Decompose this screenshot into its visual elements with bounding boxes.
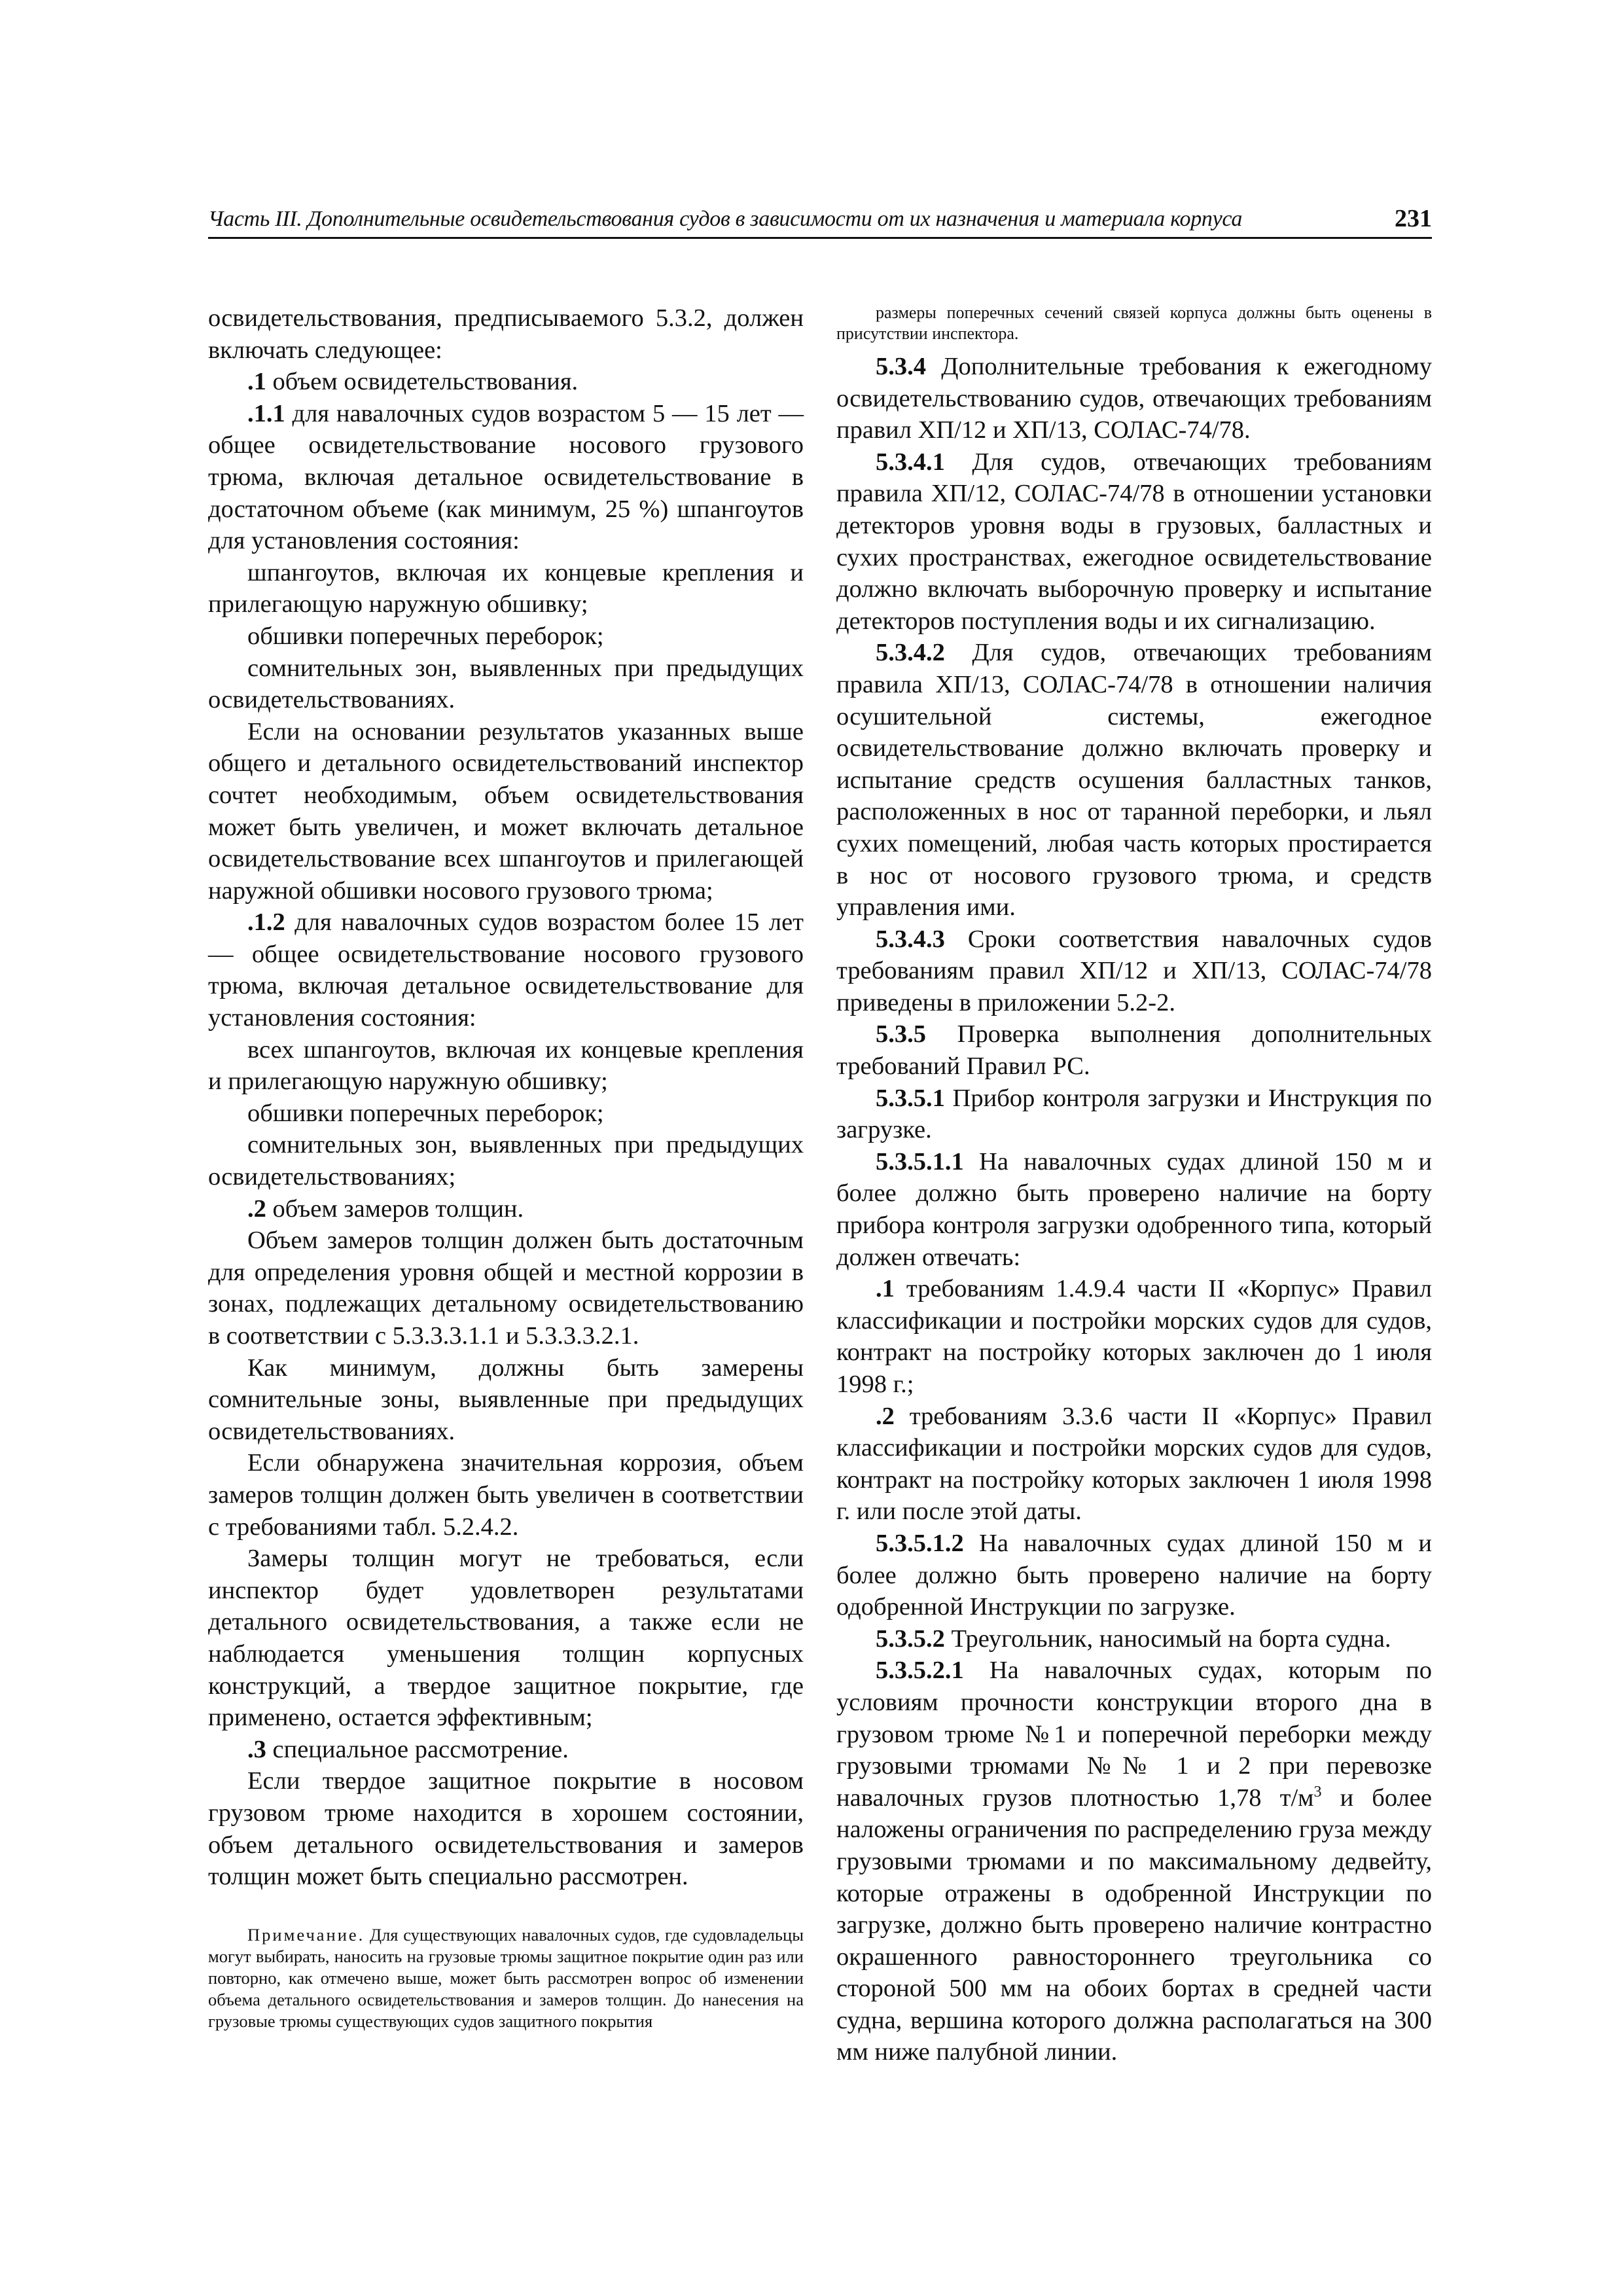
item-number: .1.2 bbox=[247, 908, 285, 937]
list-item bbox=[208, 398, 804, 557]
list-item bbox=[836, 1401, 1432, 1528]
running-header-title: Часть III. Дополнительные освидетельствования судов в зависимости от их назначения и материала корпуса bbox=[208, 207, 1243, 231]
item-text: требованиям 3.3.6 части II «Корпус» Правил классификации и постройки морских судов для судов, контракт на постройку которых заключен 1 июля 1998 г. или после этой даты. bbox=[836, 1402, 1432, 1526]
section-number: 5.3.4.2 bbox=[876, 639, 945, 667]
list-item bbox=[208, 906, 804, 1033]
list-item bbox=[208, 366, 804, 398]
note-continuation: размеры поперечных сечений связей корпуса должны быть оценены в присутствии инспектора. bbox=[836, 303, 1432, 343]
section-text: Для судов, отвечающих требованиям правила ХП/12, СОЛАС-74/78 в отношении установки детекторов уровня воды в грузовых, балластных и сухих пространствах, ежегодное освидетельствование должно включать выборочную проверку и испытание детекторов поступления воды и их сигнализацию. bbox=[836, 448, 1432, 635]
paragraph: Если твердое защитное покрытие в носовом грузовом трюме находится в хорошем состоянии, объем детального освидетельствования и замеров толщин может быть специально рассмотрен. bbox=[208, 1767, 804, 1891]
section-number: 5.3.4.3 bbox=[876, 925, 945, 953]
list-item bbox=[208, 1734, 804, 1766]
section-text: Проверка выполнения дополнительных требований Правил РС. bbox=[836, 1020, 1432, 1081]
section-text-continued: и более наложены ограничения по распределению груза между грузовыми трюмами и по максимальному дедвейту, которые отражены в одобренной Инструкции по загрузке, должно быть проверено наличие контрастно окрашенного равностороннего треугольника со стороной 500 мм на обоих бортах в средней части судна, вершина которого должна располагаться на 300 мм ниже палубной линии. bbox=[836, 1784, 1432, 2066]
section-number: 5.3.5 bbox=[876, 1020, 926, 1049]
item-number: .2 bbox=[876, 1402, 895, 1430]
section-paragraph bbox=[836, 1146, 1432, 1273]
section-text: Сроки соответствия навалочных судов требованиям правил ХП/12 и ХП/13, СОЛАС-74/78 приведены в приложении 5.2-2. bbox=[836, 925, 1432, 1016]
running-header bbox=[208, 196, 1432, 239]
section-heading bbox=[836, 351, 1432, 446]
section-number: 5.3.4 bbox=[876, 353, 926, 380]
section-paragraph bbox=[836, 1623, 1432, 1655]
paragraph: всех шпангоутов, включая их концевые крепления и прилегающую наружную обшивку; bbox=[208, 1035, 804, 1096]
item-number: .1 bbox=[876, 1275, 895, 1303]
note bbox=[208, 1924, 804, 2032]
superscript: 3 bbox=[1313, 1783, 1322, 1801]
paragraph: сомнительных зон, выявленных при предыдущих освидетельствованиях. bbox=[208, 654, 804, 714]
right-column bbox=[836, 302, 1432, 2068]
section-number: 5.3.5.1 bbox=[876, 1084, 945, 1112]
list-item bbox=[208, 1193, 804, 1225]
paragraph: сомнительных зон, выявленных при предыдущих освидетельствованиях; bbox=[208, 1131, 804, 1191]
section-paragraph bbox=[836, 1655, 1432, 2068]
section-heading bbox=[836, 1018, 1432, 1082]
paragraph: Если обнаружена значительная коррозия, объем замеров толщин должен быть увеличен в соответствии с требованиями табл. 5.2.4.2. bbox=[208, 1449, 804, 1541]
item-text: для навалочных судов возрастом более 15 лет — общее освидетельствование носового грузового трюма, включая детальное освидетельствование для установления состояния: bbox=[208, 908, 804, 1032]
item-text: требованиям 1.4.9.4 части II «Корпус» Правил классификации и постройки морских судов для судов, контракт на постройку которых заключен до 1 июля 1998 г.; bbox=[836, 1275, 1432, 1398]
paragraph: Объем замеров толщин должен быть достаточным для определения уровня общей и местной коррозии в зонах, подлежащих детальному освидетельствованию в соответствии с 5.3.3.3.1.1 и 5.3.3.3.2.1. bbox=[208, 1227, 804, 1350]
item-number: .2 bbox=[247, 1194, 266, 1223]
section-text: На навалочных судах, которым по условиям прочности конструкции второго дна в грузовом трюме №1 и поперечной переборки между грузовыми трюмами №№ 1 и 2 при перевозке навалочных грузов плотностью 1,78 т/м bbox=[836, 1657, 1432, 1812]
item-text: специальное рассмотрение. bbox=[266, 1735, 569, 1763]
section-paragraph bbox=[836, 1083, 1432, 1146]
item-text: объем замеров толщин. bbox=[266, 1194, 524, 1223]
section-number: 5.3.5.2.1 bbox=[876, 1657, 964, 1685]
list-item bbox=[836, 1273, 1432, 1400]
page-number: 231 bbox=[1395, 205, 1432, 232]
left-column bbox=[208, 302, 804, 2032]
section-number: 5.3.4.1 bbox=[876, 448, 945, 476]
section-text: Для судов, отвечающих требованиям правила ХП/13, СОЛАС-74/78 в отношении наличия осушительной системы, ежегодное освидетельствование должно включать проверку и испытание средств осушения балластных танков, расположенных в нос от таранной переборки, и льял сухих помещений, любая часть которых простирается в нос от носового грузового трюма, и средств управления ими. bbox=[836, 639, 1432, 922]
item-number: .3 bbox=[247, 1735, 266, 1763]
section-number: 5.3.5.2 bbox=[876, 1624, 945, 1653]
paragraph: Если на основании результатов указанных выше общего и детального освидетельствований инспектор сочтет необходимым, объем освидетельствования может быть увеличен, и может включать детальное освидетельствование всех шпангоутов и прилегающей наружной обшивки носового грузового трюма; bbox=[208, 717, 804, 905]
section-text: Треугольник, наносимый на борта судна. bbox=[944, 1624, 1391, 1653]
paragraph: освидетельствования, предписываемого 5.3.2, должен включать следующее: bbox=[208, 304, 804, 364]
item-number: .1 bbox=[247, 368, 266, 396]
note-text: Для существующих навалочных судов, где судовладельцы могут выбирать, наносить на грузовые трюмы защитное покрытие один раз или повторно, как отмечено выше, может быть рассмотрен вопрос об изменении объема детального освидетельствования и замеров толщин. До нанесения на грузовые трюмы существующих судов защитного покрытия bbox=[208, 1924, 804, 2031]
section-paragraph bbox=[836, 637, 1432, 923]
section-paragraph bbox=[836, 446, 1432, 637]
item-number: .1.1 bbox=[247, 399, 285, 427]
section-text: Дополнительные требования к ежегодному освидетельствованию судов, отвечающих требованиям правил ХП/12 и ХП/13, СОЛАС-74/78. bbox=[836, 353, 1432, 444]
section-text: На навалочных судах длиной 150 м и более должно быть проверено наличие на борту одобренной Инструкции по загрузке. bbox=[836, 1529, 1432, 1621]
section-text: На навалочных судах длиной 150 м и более должно быть проверено наличие на борту прибора контроля загрузки одобренного типа, который должен отвечать: bbox=[836, 1147, 1432, 1271]
section-paragraph bbox=[836, 924, 1432, 1019]
paragraph: Замеры толщин могут не требоваться, если инспектор будет удовлетворен результатами детального освидетельствования, а также если не наблюдается уменьшения толщин корпусных конструкций, а твердое защитное покрытие, где применено, остается эффективным; bbox=[208, 1545, 804, 1732]
paragraph: обшивки поперечных переборок; bbox=[247, 622, 604, 650]
section-paragraph bbox=[836, 1528, 1432, 1623]
section-number: 5.3.5.1.1 bbox=[876, 1147, 964, 1175]
note-label: Примечание. bbox=[247, 1924, 365, 1945]
item-text: объем освидетельствования. bbox=[266, 368, 579, 396]
paragraph: обшивки поперечных переборок; bbox=[247, 1099, 604, 1127]
section-number: 5.3.5.1.2 bbox=[876, 1529, 964, 1557]
section-text: Прибор контроля загрузки и Инструкция по загрузке. bbox=[836, 1084, 1432, 1144]
paragraph: Как минимум, должны быть замерены сомнительные зоны, выявленные при предыдущих освидетельствованиях. bbox=[208, 1354, 804, 1445]
paragraph: шпангоутов, включая их концевые крепления и прилегающую наружную обшивку; bbox=[208, 558, 804, 619]
item-text: для навалочных судов возрастом 5 — 15 лет — общее освидетельствование носового грузового трюма, включая детальное освидетельствование в достаточном объеме (как минимум, 25 %) шпангоутов для установления состояния: bbox=[208, 399, 804, 555]
